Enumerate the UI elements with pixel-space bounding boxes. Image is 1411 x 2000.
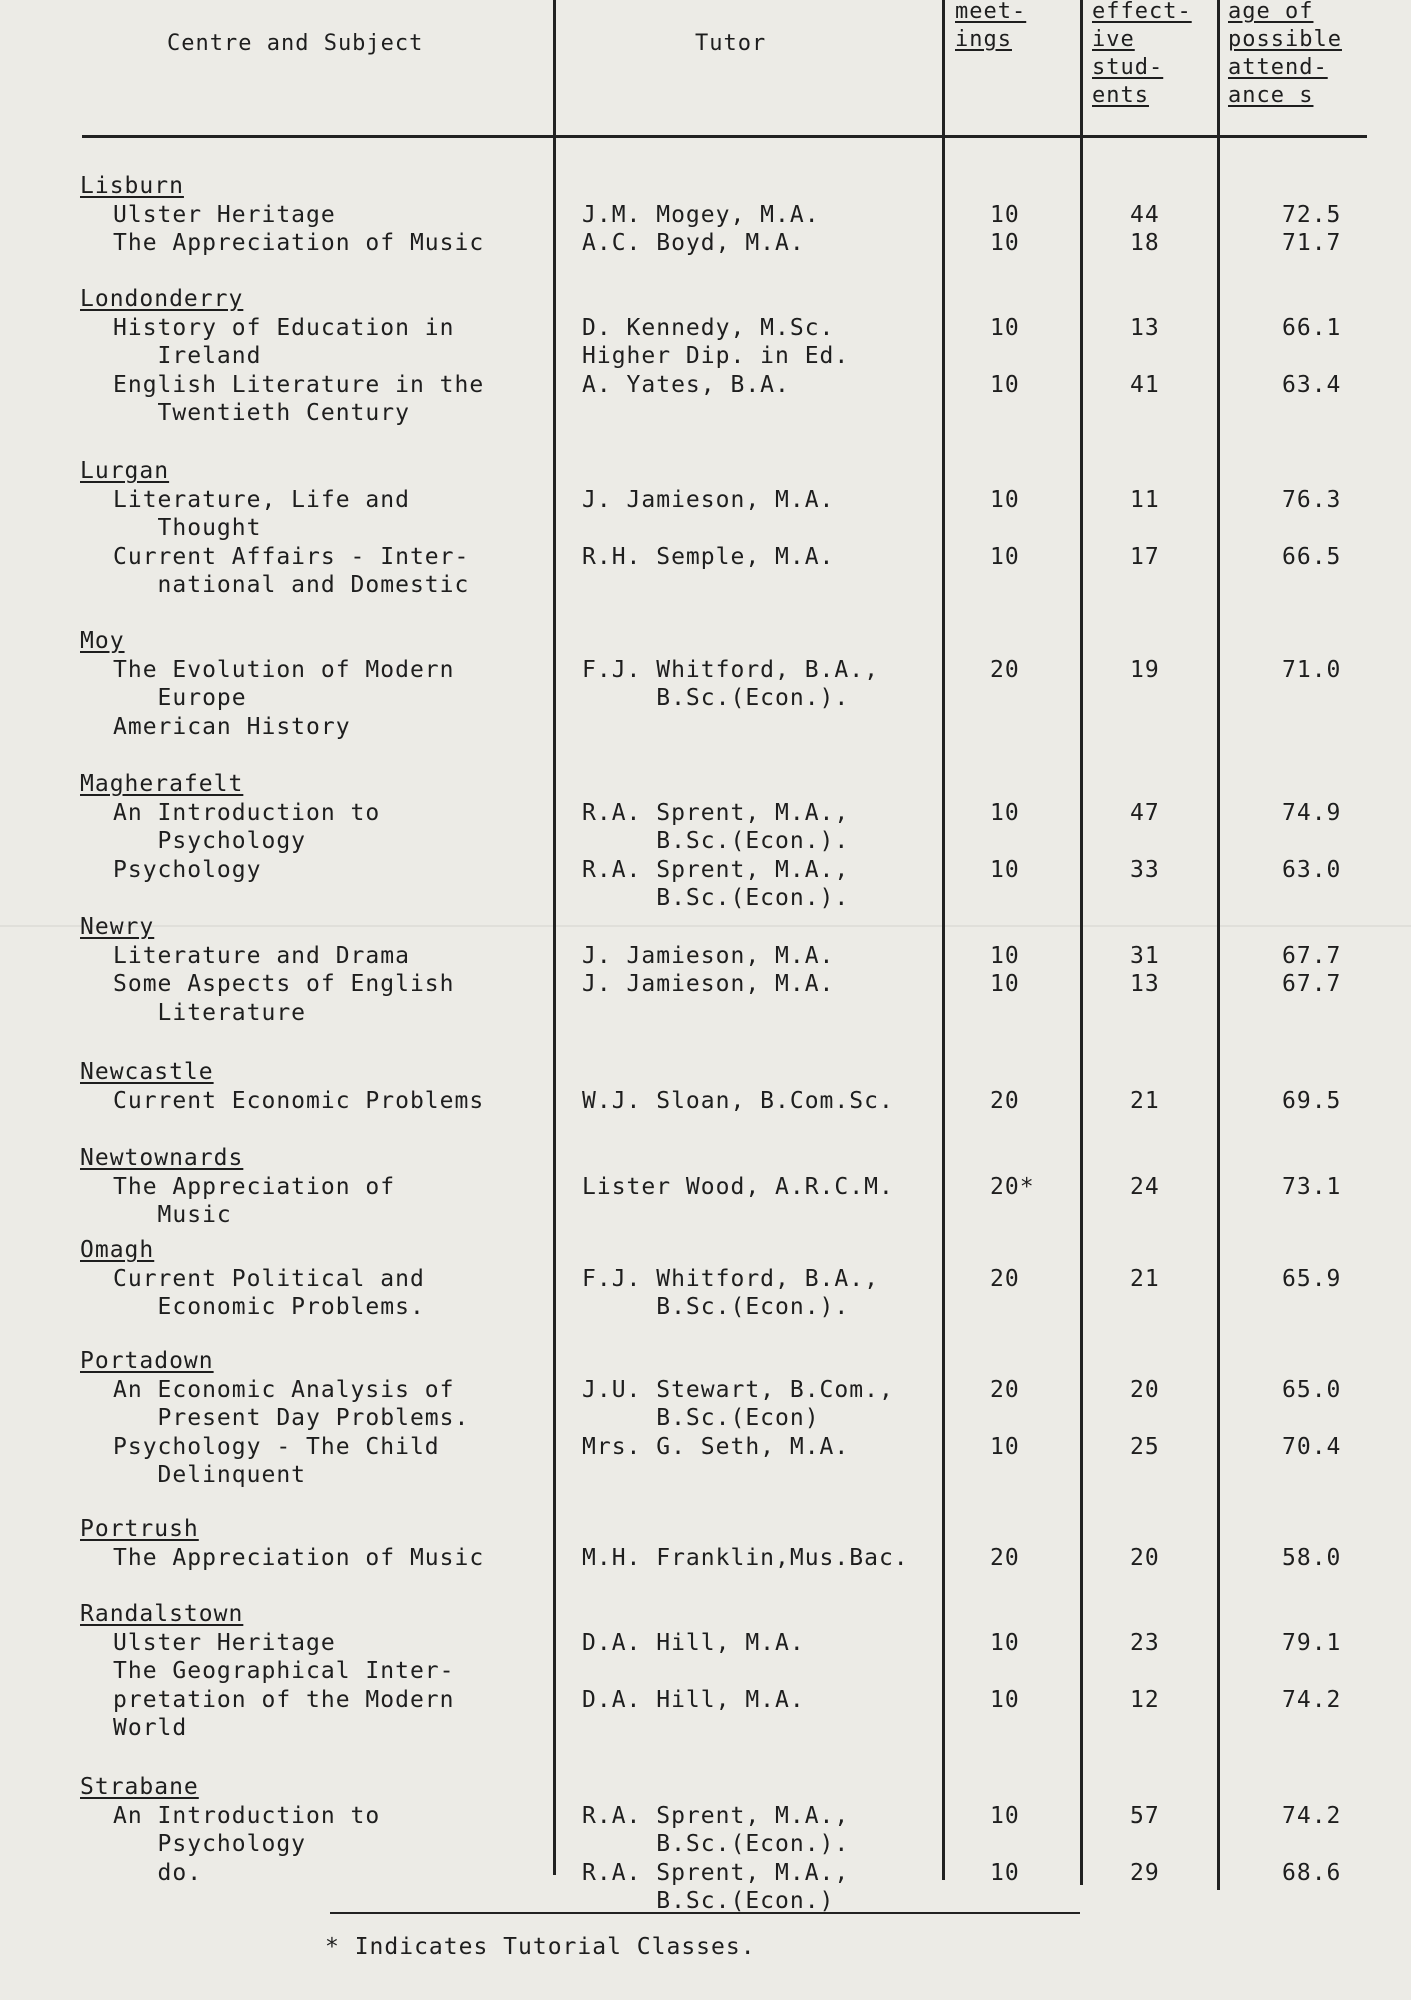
- meetings-cell: 10: [990, 1686, 1020, 1713]
- students-cell: 20: [1130, 1376, 1160, 1403]
- subject-cell: Music: [113, 1202, 232, 1228]
- students-cell: 12: [1130, 1686, 1160, 1713]
- subject-cell: The Appreciation of Music: [113, 230, 485, 256]
- meetings-cell: 10: [990, 543, 1020, 570]
- header-effective-students: effect- ive stud- ents: [1092, 0, 1192, 108]
- subject-cell: Ulster Heritage: [113, 1629, 336, 1656]
- centre-name: Lurgan: [80, 458, 170, 484]
- meetings-cell: 10: [990, 1629, 1020, 1656]
- tutor-cell: J. Jamieson, M.A.: [582, 486, 835, 513]
- tutor-cell: B.Sc.(Econ.).: [582, 1831, 850, 1857]
- subject-cell: national and Domestic: [113, 572, 470, 598]
- subject-cell: Psychology - The Child: [113, 1433, 440, 1460]
- subject-cell: Present Day Problems.: [113, 1405, 470, 1431]
- students-cell: 21: [1130, 1265, 1160, 1292]
- students-cell: 20: [1130, 1544, 1160, 1571]
- subject-cell: World: [113, 1715, 188, 1741]
- tutor-cell: B.Sc.(Econ.).: [582, 885, 850, 911]
- tutor-cell: D.A. Hill, M.A.: [582, 1629, 805, 1656]
- meetings-cell: 20: [990, 1544, 1020, 1571]
- attendance-cell: 79.1: [1282, 1629, 1342, 1656]
- centre-name: Newry: [80, 914, 155, 940]
- subject-cell: Europe: [113, 685, 247, 711]
- paper-fold: [0, 925, 1411, 927]
- students-cell: 47: [1130, 799, 1160, 826]
- students-cell: 19: [1130, 656, 1160, 683]
- students-cell: 44: [1130, 201, 1160, 228]
- attendance-cell: 72.5: [1282, 201, 1342, 228]
- tutor-cell: J.M. Mogey, M.A.: [582, 201, 820, 228]
- attendance-cell: 65.0: [1282, 1376, 1342, 1403]
- subject-cell: An Economic Analysis of: [113, 1376, 455, 1403]
- subject-cell: Literature: [113, 999, 307, 1026]
- centre-name: Londonderry: [80, 286, 244, 312]
- tutor-cell: F.J. Whitford, B.A.,: [582, 1265, 879, 1292]
- header-tutor: Tutor: [695, 31, 767, 56]
- students-cell: 24: [1130, 1173, 1160, 1200]
- subject-cell: Twentieth Century: [113, 400, 410, 426]
- centre-name: Magherafelt: [80, 771, 244, 797]
- attendance-cell: 63.0: [1282, 856, 1342, 883]
- meetings-cell: 10: [990, 1802, 1020, 1829]
- subject-cell: The Appreciation of Music: [113, 1544, 485, 1571]
- meetings-cell: 20: [990, 656, 1020, 683]
- centre-name: Moy: [80, 628, 125, 654]
- attendance-cell: 65.9: [1282, 1265, 1342, 1292]
- centre-name: Strabane: [80, 1774, 199, 1800]
- meetings-cell: 10: [990, 971, 1020, 997]
- meetings-cell: 10: [990, 856, 1020, 883]
- tutor-cell: B.Sc.(Econ.).: [582, 685, 850, 711]
- attendance-cell: 74.9: [1282, 799, 1342, 826]
- subject-cell: Economic Problems.: [113, 1294, 425, 1320]
- meetings-cell: 10: [990, 1859, 1020, 1886]
- header-centre-subject: Centre and Subject: [167, 31, 424, 56]
- meetings-cell: 20*: [990, 1173, 1035, 1200]
- tutor-cell: W.J. Sloan, B.Com.Sc.: [582, 1087, 894, 1114]
- subject-cell: Current Affairs - Inter-: [113, 543, 470, 570]
- header-attendance-percentage: age of possible attend- ance s: [1228, 0, 1342, 108]
- subject-cell: Literature and Drama: [113, 942, 410, 969]
- meetings-cell: 10: [990, 1433, 1020, 1460]
- meetings-cell: 10: [990, 371, 1020, 398]
- students-cell: 25: [1130, 1433, 1160, 1460]
- header-rule: [82, 135, 1367, 138]
- tutor-cell: A.C. Boyd, M.A.: [582, 230, 805, 256]
- tutor-cell: R.A. Sprent, M.A.,: [582, 1859, 850, 1886]
- header-meetings: meet- ings: [955, 0, 1027, 52]
- rule-after-students: [1217, 0, 1220, 1890]
- students-cell: 17: [1130, 543, 1160, 570]
- tutor-cell: R.A. Sprent, M.A.,: [582, 1802, 850, 1829]
- attendance-cell: 66.5: [1282, 543, 1342, 570]
- subject-cell: Psychology: [113, 828, 307, 854]
- centre-name: Randalstown: [80, 1601, 244, 1627]
- meetings-cell: 10: [990, 942, 1020, 969]
- attendance-cell: 76.3: [1282, 486, 1342, 513]
- subject-cell: Psychology: [113, 1831, 307, 1857]
- tutor-cell: R.H. Semple, M.A.: [582, 543, 835, 570]
- attendance-cell: 69.5: [1282, 1087, 1342, 1114]
- subject-cell: Literature, Life and: [113, 486, 410, 513]
- tutor-cell: Mrs. G. Seth, M.A.: [582, 1433, 850, 1460]
- students-cell: 41: [1130, 371, 1160, 398]
- attendance-cell: 67.7: [1282, 971, 1342, 997]
- tutor-cell: A. Yates, B.A.: [582, 371, 790, 398]
- tutor-cell: R.A. Sprent, M.A.,: [582, 856, 850, 883]
- students-cell: 18: [1130, 230, 1160, 256]
- tutor-cell: Higher Dip. in Ed.: [582, 343, 850, 369]
- students-cell: 31: [1130, 942, 1160, 969]
- subject-cell: Psychology: [113, 856, 262, 883]
- students-cell: 23: [1130, 1629, 1160, 1656]
- tutor-cell: D.A. Hill, M.A.: [582, 1686, 805, 1713]
- meetings-cell: 10: [990, 201, 1020, 228]
- attendance-cell: 74.2: [1282, 1686, 1342, 1713]
- students-cell: 21: [1130, 1087, 1160, 1114]
- subject-cell: An Introduction to: [113, 1802, 381, 1829]
- attendance-cell: 71.7: [1282, 230, 1342, 256]
- centre-name: Newtownards: [80, 1145, 244, 1171]
- meetings-cell: 10: [990, 799, 1020, 826]
- centre-name: Portadown: [80, 1348, 214, 1374]
- tutor-cell: B.Sc.(Econ.).: [582, 828, 850, 854]
- subject-cell: English Literature in the: [113, 371, 485, 398]
- tutor-cell: Lister Wood, A.R.C.M.: [582, 1173, 894, 1200]
- subject-cell: Thought: [113, 515, 262, 541]
- attendance-cell: 66.1: [1282, 314, 1342, 341]
- attendance-cell: 73.1: [1282, 1173, 1342, 1200]
- meetings-cell: 10: [990, 230, 1020, 256]
- subject-cell: Ulster Heritage: [113, 201, 336, 228]
- subject-cell: The Geographical Inter-: [113, 1658, 455, 1684]
- rule-after-meetings: [1080, 0, 1083, 1885]
- students-cell: 57: [1130, 1802, 1160, 1829]
- meetings-cell: 10: [990, 314, 1020, 341]
- tutor-cell: B.Sc.(Econ.): [582, 1888, 835, 1914]
- attendance-cell: 58.0: [1282, 1544, 1342, 1571]
- centre-name: Portrush: [80, 1516, 199, 1542]
- students-cell: 13: [1130, 971, 1160, 997]
- meetings-cell: 20: [990, 1376, 1020, 1403]
- tutor-cell: B.Sc.(Econ.).: [582, 1294, 850, 1320]
- meetings-cell: 20: [990, 1087, 1020, 1114]
- subject-cell: The Appreciation of: [113, 1173, 396, 1200]
- students-cell: 11: [1130, 486, 1160, 513]
- meetings-cell: 10: [990, 486, 1020, 513]
- centre-name: Lisburn: [80, 173, 184, 199]
- subject-cell: The Evolution of Modern: [113, 656, 455, 683]
- students-cell: 13: [1130, 314, 1160, 341]
- subject-cell: American History: [113, 713, 351, 740]
- subject-cell: Delinquent: [113, 1462, 307, 1488]
- subject-cell: An Introduction to: [113, 799, 381, 826]
- tutor-cell: D. Kennedy, M.Sc.: [582, 314, 835, 341]
- attendance-cell: 74.2: [1282, 1802, 1342, 1829]
- tutor-cell: B.Sc.(Econ): [582, 1405, 820, 1431]
- tutor-cell: F.J. Whitford, B.A.,: [582, 656, 879, 683]
- rule-after-subject: [553, 0, 556, 1875]
- subject-cell: pretation of the Modern: [113, 1686, 455, 1713]
- attendance-cell: 67.7: [1282, 942, 1342, 969]
- subject-cell: History of Education in: [113, 314, 455, 341]
- attendance-cell: 71.0: [1282, 656, 1342, 683]
- attendance-cell: 70.4: [1282, 1433, 1342, 1460]
- footnote: * Indicates Tutorial Classes.: [325, 1934, 756, 1960]
- centre-name: Omagh: [80, 1237, 155, 1263]
- subject-cell: Current Economic Problems: [113, 1087, 485, 1114]
- subject-cell: Current Political and: [113, 1265, 425, 1292]
- attendance-cell: 68.6: [1282, 1859, 1342, 1886]
- students-cell: 29: [1130, 1859, 1160, 1886]
- centre-name: Newcastle: [80, 1059, 214, 1085]
- meetings-cell: 20: [990, 1265, 1020, 1292]
- rule-after-tutor: [942, 0, 945, 1880]
- students-cell: 33: [1130, 856, 1160, 883]
- tutor-cell: M.H. Franklin,Mus.Bac.: [582, 1544, 909, 1571]
- subject-cell: Some Aspects of English: [113, 971, 455, 997]
- subject-cell: do.: [113, 1859, 203, 1886]
- subject-cell: Ireland: [113, 343, 262, 369]
- tutor-cell: J. Jamieson, M.A.: [582, 942, 835, 969]
- tutor-cell: J. Jamieson, M.A.: [582, 971, 835, 997]
- attendance-cell: 63.4: [1282, 371, 1342, 398]
- tutor-cell: J.U. Stewart, B.Com.,: [582, 1376, 894, 1403]
- tutor-cell: R.A. Sprent, M.A.,: [582, 799, 850, 826]
